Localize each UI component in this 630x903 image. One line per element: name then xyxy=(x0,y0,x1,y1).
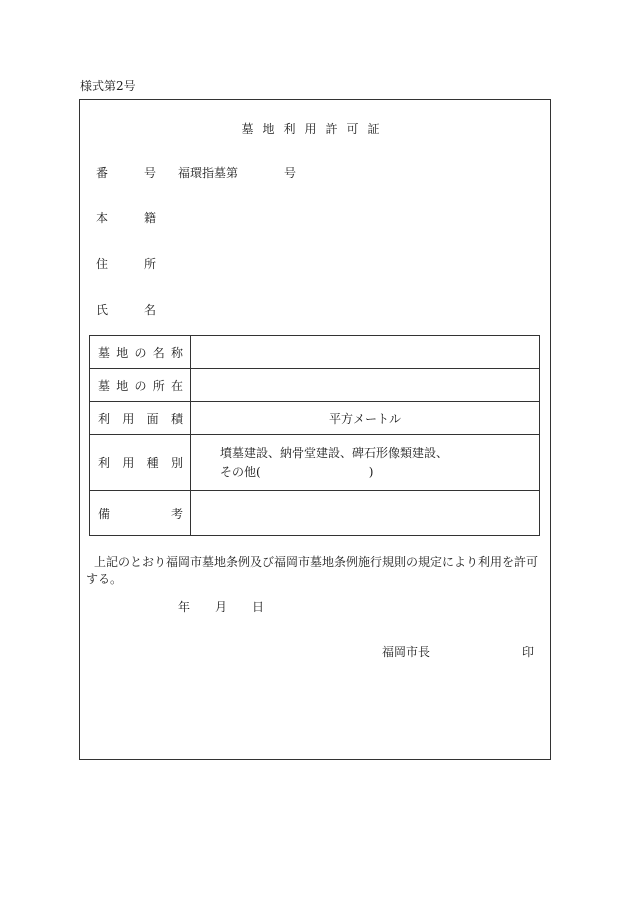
usage-type-options xyxy=(191,435,540,491)
usage-area-label: 利 用 面 積 xyxy=(90,402,191,435)
signatory-mayor: 福岡市長 xyxy=(382,645,431,659)
remarks-value xyxy=(191,491,540,536)
table-row-usage-type xyxy=(90,435,540,491)
permit-number-suffix: 号 xyxy=(284,166,297,180)
name-label: 氏 名 xyxy=(96,303,156,317)
number-label: 番 号 xyxy=(96,166,156,180)
date-line xyxy=(178,601,264,613)
usage-type-line-2: その他( ) xyxy=(220,464,374,479)
address-label: 住 所 xyxy=(96,257,156,271)
table-row-usage-area xyxy=(90,402,540,435)
table-row-cemetery-name xyxy=(90,336,540,369)
seal-mark: 印 xyxy=(522,645,535,659)
cemetery-location-value xyxy=(191,369,540,402)
table-row-remarks xyxy=(90,491,540,536)
permission-statement: 上記のとおり福岡市墓地条例及び福岡市墓地条例施行規則の規定により利用を許可する。 xyxy=(86,555,539,586)
remarks-label: 備 考 xyxy=(90,491,191,536)
usage-area-unit: 平方メートル xyxy=(191,402,540,435)
honseki-label: 本 籍 xyxy=(96,211,156,225)
cemetery-name-value xyxy=(191,336,540,369)
document-title: 墓地利用許可証 xyxy=(241,122,389,136)
usage-type-line-1: 墳墓建設、納骨堂建設、碑石形像類建設、 xyxy=(220,445,449,460)
day-label: 日 xyxy=(252,600,265,614)
table-row-cemetery-location xyxy=(90,369,540,402)
form-number: 様式第2号 xyxy=(80,79,136,93)
cemetery-name-label: 墓 地 の 名 称 xyxy=(90,336,191,369)
cemetery-info-table xyxy=(89,335,540,536)
usage-type-label: 利 用 種 別 xyxy=(90,435,191,491)
permit-number-prefix: 福環指墓第 xyxy=(178,166,239,180)
cemetery-location-label: 墓 地 の 所 在 xyxy=(90,369,191,402)
month-label: 月 xyxy=(215,600,228,614)
year-label: 年 xyxy=(178,600,191,614)
